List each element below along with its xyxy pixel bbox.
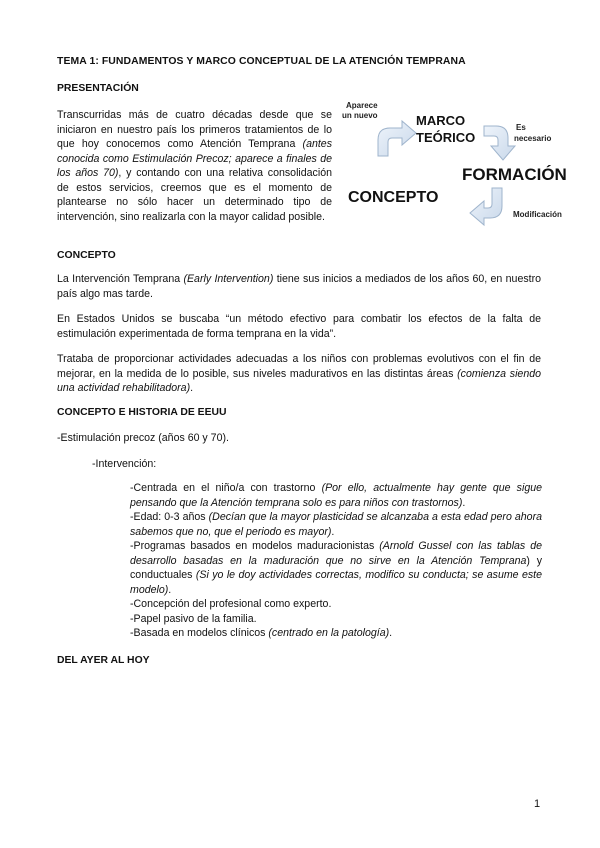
concepto-p3-italic: (comienza siendo una actividad rehabilitadora)	[57, 367, 541, 394]
item-3-italic-1: (Arnold Gussel con las tablas de desarrollo basadas en la maduración que no sirve en la Atención Temprana	[130, 540, 542, 567]
intro-text-1: Transcurridas más de cuatro décadas desde que se iniciaron en nuestro país los primeros tratamientos de lo que hoy conocemos como Atención Temprana	[57, 109, 332, 150]
intervencion-line: -Intervención:	[92, 458, 157, 470]
intervencion-list	[130, 481, 542, 641]
concepto-paragraph-3	[57, 352, 541, 396]
label-aparece-1: Aparece	[346, 101, 378, 110]
label-es-2: necesario	[514, 134, 552, 143]
document-title: TEMA 1: FUNDAMENTOS Y MARCO CONCEPTUAL DE LA ATENCIÓN TEMPRANA	[57, 56, 466, 67]
list-item: -Papel pasivo de la familia.	[130, 612, 257, 625]
intro-italic: (antes conocida como Estimulación Precoz; aparece a finales de los años 70)	[57, 138, 332, 179]
cycle-arrows-graphic	[338, 96, 567, 234]
heading-ayer-hoy: DEL AYER AL HOY	[57, 655, 150, 666]
item-6-text: -Basada en modelos clínicos	[130, 627, 269, 639]
concepto-p1-italic: (Early Intervention)	[183, 273, 274, 285]
item-3-text: -Programas basados en modelos maduracionistas	[130, 540, 380, 552]
item-3-italic-2: (Si yo le doy actividades correctas, modifico su conducta; se asume este modelo)	[130, 569, 543, 596]
item-6-italic: (centrado en la patología)	[268, 627, 390, 639]
arrow-marco-to-formacion	[484, 126, 515, 160]
label-formacion: FORMACIÓN	[462, 165, 567, 184]
item-2-end: .	[331, 525, 335, 538]
heading-presentacion: PRESENTACIÓN	[57, 83, 139, 94]
item-6-end: .	[389, 627, 393, 639]
item-3-text-b: ) y conductuales	[130, 554, 542, 581]
item-1-text: -Centrada en el niño/a con trastorno	[130, 482, 322, 494]
list-item	[130, 539, 542, 597]
concepto-p3-text-a: Trataba de proporcionar actividades adecuadas a los niños con problemas evolutivos con el fin de mejorar, en la medida de lo posible, sus niveles madurativos en las distintas áreas	[57, 353, 541, 380]
concepto-p3-text-b: .	[190, 382, 194, 394]
arrow-formacion-to-concepto	[470, 188, 502, 225]
item-1-end: .	[462, 496, 466, 509]
label-marco-2: TEÓRICO	[416, 130, 476, 145]
intro-paragraph	[57, 108, 332, 224]
concept-cycle-diagram	[338, 96, 567, 234]
concepto-paragraph-2: En Estados Unidos se buscaba “un método efectivo para combatir los efectos de la falta de estimulación experimentada de forma temprana en la vida”.	[57, 313, 541, 340]
concepto-paragraph-1	[57, 272, 541, 301]
label-aparece-2: un nuevo	[342, 111, 378, 120]
list-item	[130, 626, 542, 641]
list-item	[130, 481, 542, 510]
concepto-p1-text-b: tiene sus inicios a mediados de los años 60, en nuestro país algo mas tarde.	[57, 273, 541, 300]
label-marco-1: MARCO	[416, 113, 466, 128]
item-3-end: .	[168, 583, 172, 596]
heading-concepto: CONCEPTO	[57, 250, 116, 261]
estimulacion-line: -Estimulación precoz (años 60 y 70).	[57, 432, 229, 444]
item-2-text: -Edad: 0-3 años	[130, 511, 209, 523]
arrow-concepto-to-marco	[378, 121, 416, 156]
item-2-italic: (Decían que la mayor plasticidad se alcanzaba a esta edad pero ahora sabemos que no, que el periodo es mayor)	[130, 511, 542, 538]
list-item	[130, 510, 542, 539]
page-number: 1	[534, 798, 541, 810]
intro-text-2: , y contando con una relativa consolidación de estos servicios, creemos que es el momento de plantearse no sólo hacer un determinado tipo de intervención, sino realizarla con la mayor calidad posible.	[57, 167, 332, 223]
label-concepto: CONCEPTO	[348, 189, 439, 206]
label-modificacion: Modificación	[513, 210, 562, 219]
list-item: -Concepción del profesional como experto.	[130, 598, 332, 610]
heading-concepto-historia: CONCEPTO E HISTORIA DE EEUU	[57, 407, 227, 418]
concepto-p1-text-a: La Intervención Temprana	[57, 273, 184, 285]
item-1-italic: (Por ello, actualmente hay gente que sigue pensando que la Atención temprana solo es para niños con trastornos)	[130, 482, 542, 509]
label-es-1: Es	[516, 123, 526, 132]
